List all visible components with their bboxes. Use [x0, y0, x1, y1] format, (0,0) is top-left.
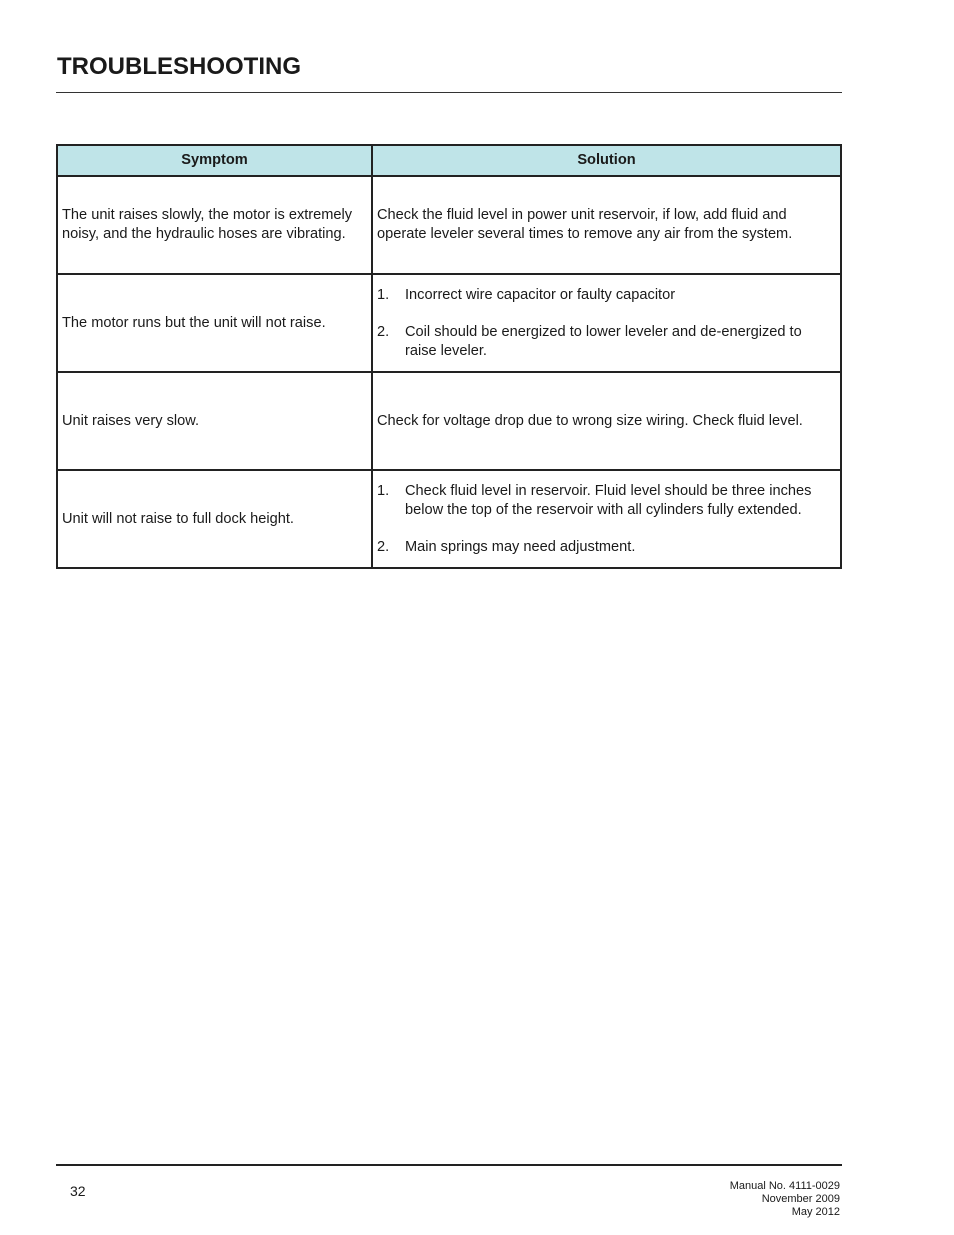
solution-cell: [372, 274, 841, 372]
table-row: [57, 372, 841, 470]
list-item-text: Main springs may need adjustment.: [405, 538, 636, 555]
table-row: [57, 274, 841, 372]
manual-date: November 2009: [761, 1193, 840, 1205]
solution-list-item: [377, 286, 834, 305]
page-number: 32: [70, 1183, 86, 1199]
solution-cell: Check for voltage drop due to wrong size wiring. Check fluid level.: [372, 372, 841, 470]
solution-list-item: [377, 482, 834, 520]
list-item-text: Incorrect wire capacitor or faulty capacitor: [405, 286, 676, 303]
symptom-cell: The motor runs but the unit will not raise.: [57, 274, 372, 372]
list-item-text: Check fluid level in reservoir. Fluid level should be three inches below the top of the reservoir with all cylinders fully extended.: [405, 482, 812, 518]
manual-number: Manual No. 4111-0029: [729, 1180, 840, 1192]
list-item-number: 2.: [377, 538, 390, 555]
symptom-cell: The unit raises slowly, the motor is extremely noisy, and the hydraulic hoses are vibrating.: [57, 176, 372, 274]
manual-info: [730, 1180, 840, 1219]
symptom-column-header: Symptom: [57, 145, 372, 176]
table-row: [57, 176, 841, 274]
solution-list-item: [377, 538, 834, 557]
list-item-text: Coil should be energized to lower leveler and de-energized to raise leveler.: [405, 323, 802, 359]
solution-cell: Check the fluid level in power unit reservoir, if low, add fluid and operate leveler several times to remove any air from the system.: [372, 176, 841, 274]
list-item-number: 1.: [377, 482, 390, 499]
solution-cell: [372, 470, 841, 568]
page-title: TROUBLESHOOTING: [57, 53, 301, 80]
table-row: [57, 470, 841, 568]
table-header-row: [57, 145, 841, 176]
title-divider: [56, 92, 842, 93]
symptom-cell: Unit will not raise to full dock height.: [57, 470, 372, 568]
solution-column-header: Solution: [372, 145, 841, 176]
symptom-cell: Unit raises very slow.: [57, 372, 372, 470]
solution-list: [377, 482, 834, 557]
troubleshooting-table: [56, 144, 842, 569]
solution-list: [377, 286, 834, 361]
list-item-number: 2.: [377, 323, 390, 340]
solution-list-item: [377, 323, 834, 361]
list-item-number: 1.: [377, 286, 390, 303]
footer-divider: [56, 1164, 842, 1166]
manual-revision-date: May 2012: [791, 1206, 840, 1218]
